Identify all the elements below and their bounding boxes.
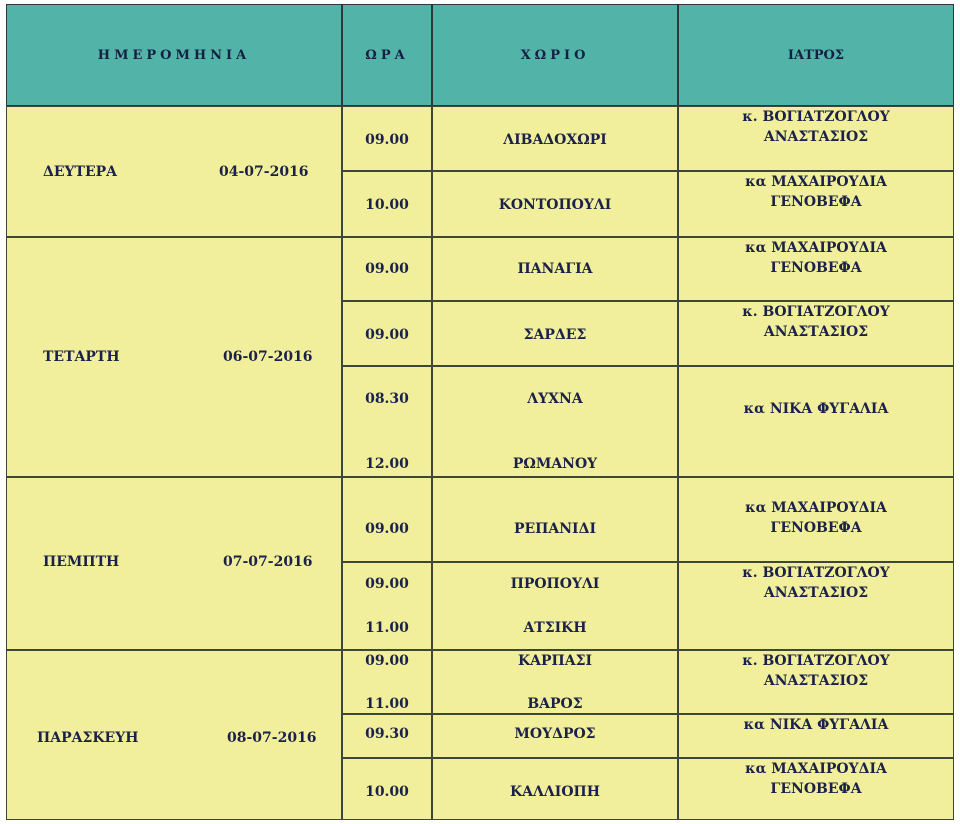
doctor-name: κ. ΒΟΓΙΑΤΖΟΓΛΟΥ — [742, 565, 890, 581]
day-date: 07-07-2016 — [223, 554, 313, 570]
time-cell — [342, 714, 432, 758]
day-name: ΔΕΥΤΕΡΑ — [43, 164, 118, 180]
village-cell — [432, 366, 678, 477]
visit-time: 09.30 — [365, 726, 409, 742]
visit-time: 10.00 — [365, 784, 409, 800]
visit-village: ΜΟΥΔΡΟΣ — [514, 726, 596, 742]
doctor-first-name: ΓΕΝΟΒΕΦΑ — [770, 260, 862, 276]
visit-village-second: ΑΤΣΙΚΗ — [523, 620, 587, 636]
doctor-cell — [678, 171, 954, 237]
doctor-name: κα ΜΑΧΑΙΡΟΥΔΙΑ — [745, 500, 887, 516]
visit-village: ΣΑΡΔΕΣ — [523, 327, 587, 343]
doctor-first-name: ΓΕΝΟΒΕΦΑ — [770, 194, 862, 210]
time-cell — [342, 562, 432, 650]
village-cell — [432, 758, 678, 820]
doctor-cell — [678, 366, 954, 477]
time-cell — [342, 758, 432, 820]
doctor-cell — [678, 301, 954, 366]
visit-village: ΚΟΝΤΟΠΟΥΛΙ — [498, 197, 612, 213]
doctor-first-name: ΓΕΝΟΒΕΦΑ — [770, 781, 862, 797]
village-cell — [432, 714, 678, 758]
village-cell — [432, 171, 678, 237]
visit-village-second: ΡΩΜΑΝΟΥ — [512, 456, 598, 472]
day-name: ΤΕΤΑΡΤΗ — [43, 349, 120, 365]
time-cell — [342, 477, 432, 562]
village-cell — [432, 106, 678, 171]
doctor-cell — [678, 237, 954, 301]
visit-village: ΚΑΛΛΙΟΠΗ — [510, 784, 600, 800]
time-cell — [342, 366, 432, 477]
doctor-first-name: ΑΝΑΣΤΑΣΙΟΣ — [763, 585, 869, 601]
time-cell — [342, 171, 432, 237]
doctor-cell — [678, 562, 954, 650]
visit-village-second: ΒΑΡΟΣ — [527, 696, 583, 712]
village-cell — [432, 237, 678, 301]
day-date: 08-07-2016 — [227, 730, 317, 746]
day-cell — [6, 237, 342, 477]
doctor-name: κ. ΒΟΓΙΑΤΖΟΓΛΟΥ — [742, 109, 890, 125]
visit-time: 09.00 — [365, 576, 409, 592]
visit-time: 10.00 — [365, 197, 409, 213]
visit-time: 09.00 — [365, 653, 409, 669]
visit-time-second: 11.00 — [365, 696, 409, 712]
header-time: ΩΡΑ — [342, 4, 432, 106]
day-cell — [6, 106, 342, 237]
doctor-name: κα ΝΙΚΑ ΦΥΓΑΛΙΑ — [743, 717, 889, 733]
day-cell — [6, 650, 342, 820]
visit-time: 09.00 — [365, 132, 409, 148]
visit-village: ΛΙΒΑΔΟΧΩΡΙ — [503, 132, 607, 148]
doctor-first-name: ΑΝΑΣΤΑΣΙΟΣ — [763, 324, 869, 340]
visit-village: ΚΑΡΠΑΣΙ — [517, 653, 593, 669]
doctor-cell — [678, 477, 954, 562]
village-cell — [432, 650, 678, 714]
visit-time: 08.30 — [365, 391, 409, 407]
visit-time: 09.00 — [365, 261, 409, 277]
day-cell — [6, 477, 342, 650]
doctor-cell — [678, 758, 954, 820]
doctor-first-name: ΑΝΑΣΤΑΣΙΟΣ — [763, 129, 869, 145]
doctor-name: κα ΝΙΚΑ ΦΥΓΑΛΙΑ — [743, 401, 889, 417]
day-name: ΠΑΡΑΣΚΕΥΗ — [37, 730, 139, 746]
header-village: ΧΩΡΙΟ — [432, 4, 678, 106]
doctor-name: κα ΜΑΧΑΙΡΟΥΔΙΑ — [745, 174, 887, 190]
village-cell — [432, 562, 678, 650]
header-date: ΗΜΕΡΟΜΗΝΙΑ — [6, 4, 342, 106]
time-cell — [342, 237, 432, 301]
visit-village: ΡΕΠΑΝΙΔΙ — [513, 521, 597, 537]
visit-time-second: 12.00 — [365, 456, 409, 472]
village-cell — [432, 301, 678, 366]
doctor-name: κα ΜΑΧΑΙΡΟΥΔΙΑ — [745, 761, 887, 777]
doctor-cell — [678, 714, 954, 758]
day-name: ΠΕΜΠΤΗ — [43, 554, 120, 570]
visit-village: ΠΡΟΠΟΥΛΙ — [510, 576, 600, 592]
village-cell — [432, 477, 678, 562]
time-cell — [342, 301, 432, 366]
visit-village: ΠΑΝΑΓΙΑ — [517, 261, 593, 277]
time-cell — [342, 106, 432, 171]
time-cell — [342, 650, 432, 714]
visit-time: 09.00 — [365, 327, 409, 343]
doctor-name: κ. ΒΟΓΙΑΤΖΟΓΛΟΥ — [742, 304, 890, 320]
day-date: 06-07-2016 — [223, 349, 313, 365]
doctor-cell — [678, 650, 954, 714]
visit-time-second: 11.00 — [365, 620, 409, 636]
visit-time: 09.00 — [365, 521, 409, 537]
doctor-first-name: ΑΝΑΣΤΑΣΙΟΣ — [763, 673, 869, 689]
header-doctor: ΙΑΤΡΟΣ — [678, 4, 954, 106]
doctor-name: κ. ΒΟΓΙΑΤΖΟΓΛΟΥ — [742, 653, 890, 669]
day-date: 04-07-2016 — [219, 164, 309, 180]
visit-village: ΛΥΧΝΑ — [527, 391, 583, 407]
doctor-name: κα ΜΑΧΑΙΡΟΥΔΙΑ — [745, 240, 887, 256]
doctor-cell — [678, 106, 954, 171]
doctor-first-name: ΓΕΝΟΒΕΦΑ — [770, 520, 862, 536]
